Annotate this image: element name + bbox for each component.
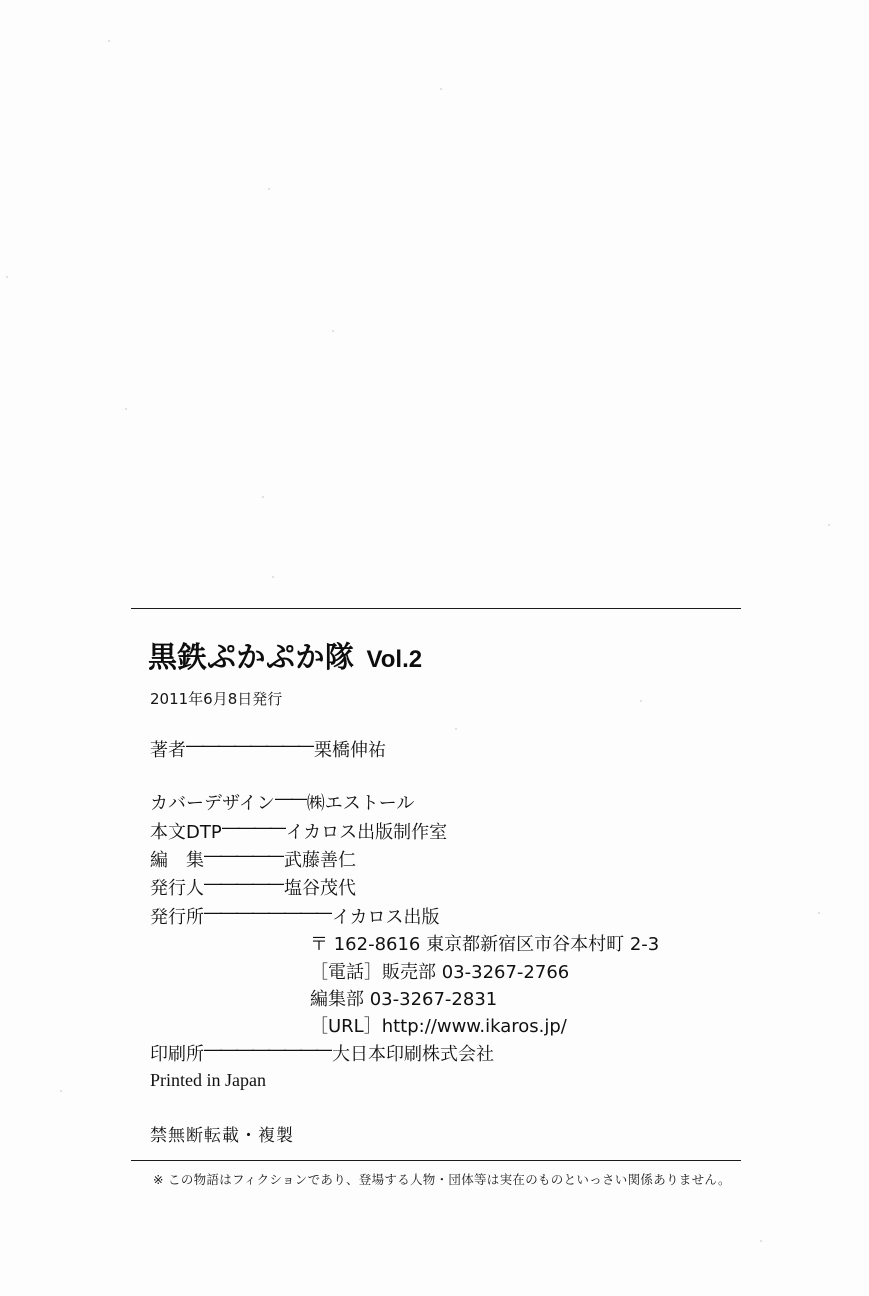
book-title: 黒鉄ぷかぷか隊 (148, 640, 355, 674)
paper-speckle (440, 88, 442, 90)
credits-list (150, 737, 741, 1068)
credit-value: 栗橋伸祐 (314, 740, 386, 761)
publisher-phone-editorial: 編集部 03-3267-2831 (310, 988, 498, 1010)
paper-speckle (272, 576, 274, 578)
copyright-notice: 禁無断転載・複製 (150, 1125, 294, 1146)
credit-row-publisher (150, 901, 741, 931)
credit-value: ㈱エストール (306, 793, 415, 815)
credit-leader: —— (274, 788, 307, 809)
credit-label: 本文DTP (150, 821, 222, 843)
fiction-disclaimer: ※ この物語はフィクションであり、登場する人物・団体等は実在のものといっさい関係ありません。 (153, 1171, 731, 1187)
printed-in-japan: Printed in Japan (150, 1069, 266, 1090)
paper-speckle (125, 408, 127, 410)
credit-leader: ———————— (204, 1038, 332, 1059)
credit-value: 大日本印刷株式会社 (332, 1043, 494, 1065)
credit-value: 武藤善仁 (284, 850, 356, 872)
credit-label: 発行所 (150, 906, 204, 928)
credit-leader: ———— (221, 816, 286, 837)
paper-speckle (818, 912, 820, 914)
credit-leader: ———————— (204, 901, 332, 922)
bottom-divider (131, 1160, 741, 1161)
publication-date: 2011年6月8日発行 (150, 690, 283, 708)
publisher-phone-sales: ［電話］販売部 03-3267-2766 (310, 961, 570, 983)
colophon-block (131, 608, 741, 1188)
credit-label: 発行人 (150, 878, 204, 900)
paper-speckle (6, 276, 8, 278)
top-divider (131, 608, 741, 609)
paper-speckle (332, 330, 334, 332)
paper-speckle (828, 524, 830, 526)
credit-label: 著者 (150, 740, 186, 761)
paper-speckle (268, 188, 270, 190)
credit-value: イカロス出版制作室 (285, 821, 448, 843)
credit-leader: ————— (204, 845, 284, 866)
publisher-address: 〒 162-8616 東京都新宿区市谷本村町 2-3 (310, 934, 660, 956)
publisher-url: ［URL］http://www.ikaros.jp/ (310, 1016, 567, 1038)
credit-label: 編 集 (150, 850, 204, 872)
credit-value: イカロス出版 (332, 906, 440, 928)
paper-speckle (60, 1090, 62, 1092)
credit-label: 印刷所 (150, 1043, 204, 1065)
credit-leader: ———————— (186, 735, 314, 755)
volume-label: Vol.2 (366, 646, 423, 673)
title-row (148, 635, 741, 676)
credit-label: カバーデザイン (150, 793, 275, 815)
paper-speckle (262, 496, 264, 498)
credit-leader: ————— (204, 873, 284, 894)
credit-row-printer (150, 1038, 741, 1068)
credit-value: 塩谷茂代 (284, 878, 356, 900)
paper-speckle (760, 1240, 762, 1242)
paper-speckle (108, 40, 110, 42)
credit-row-author (150, 737, 741, 764)
